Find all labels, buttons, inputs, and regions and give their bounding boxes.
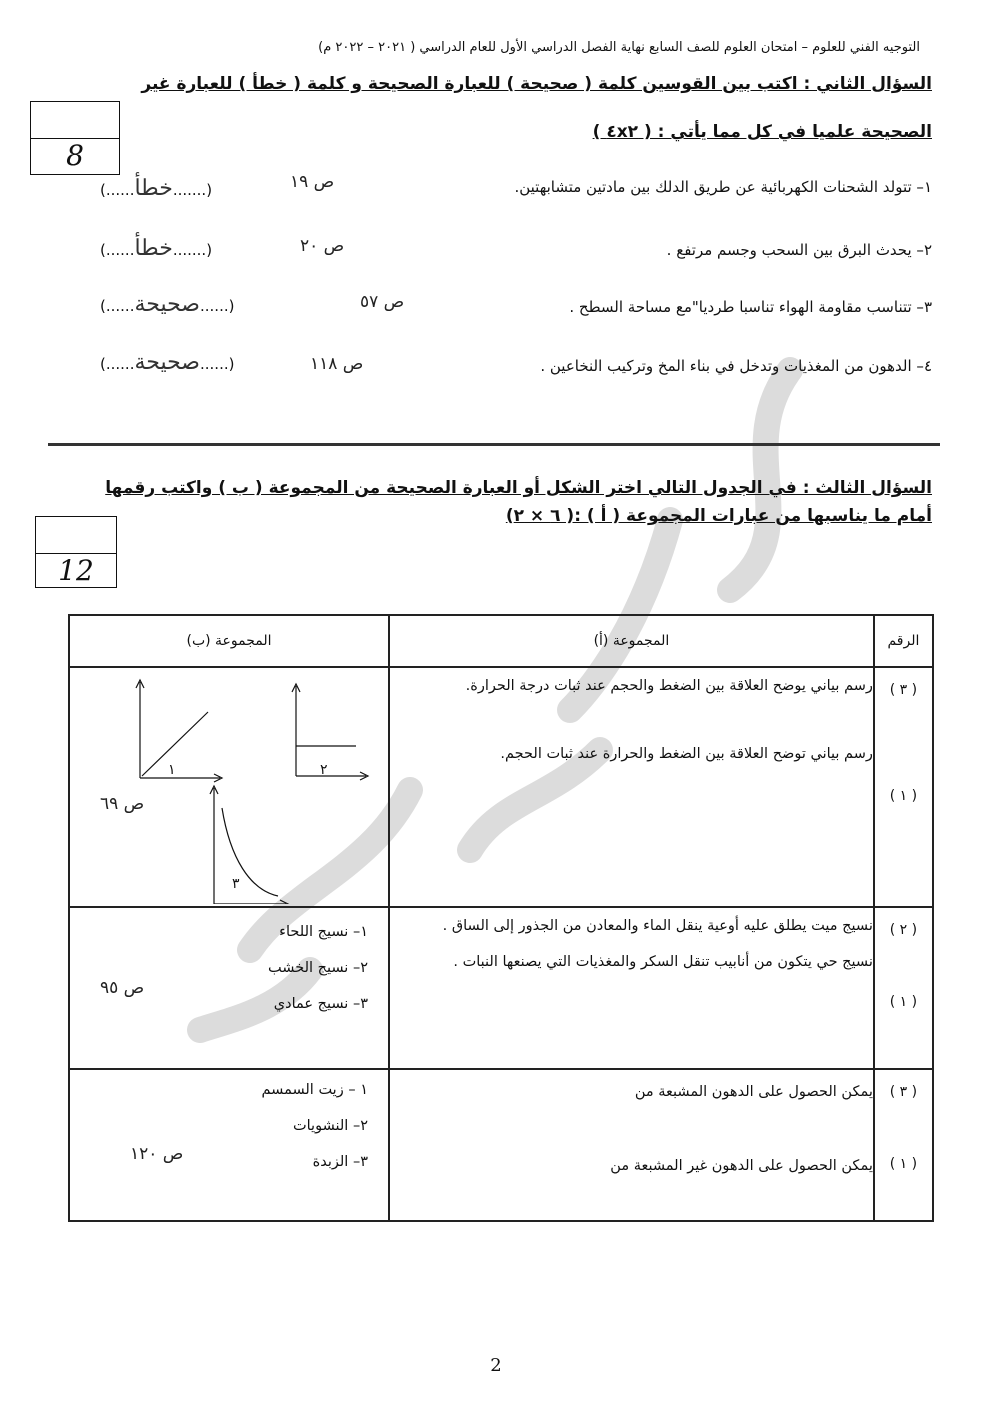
q2-item-3-text: ٣– تتناسب مقاومة الهواء تناسبا طرديا"مع مساحة السطح .: [569, 298, 932, 316]
row3-numbers: [874, 1069, 933, 1221]
exam-header: التوجيه الفني للعلوم – امتحان العلوم للصف السابع نهاية الفصل الدراسي الأول للعام الدراسي ( ٢٠٢١ – ٢٠٢٢ م): [318, 40, 920, 55]
q2-item-1-text: ١– تتولد الشحنات الكهربائية عن طريق الدلك بين مادتين متشابهتين.: [514, 178, 932, 196]
graph-1-linear-line: [136, 680, 222, 782]
q3-title-line2: أمام ما يناسبها من عبارات المجموعة ( أ ) :( ٦ × ٢): [505, 506, 932, 526]
q2-item-4-text: ٤– الدهون من المغذيات وتدخل في بناء المخ وتركيب النخاعين .: [540, 357, 932, 375]
row3-a-item-2: يمكن الحصول على الدهون غير المشبعة من: [610, 1158, 873, 1174]
table-row: [69, 907, 933, 1069]
header-number: الرقم: [874, 615, 933, 667]
graph-3-label: ٣: [232, 876, 240, 892]
page-number: 2: [490, 1355, 502, 1376]
row3-group-b: [69, 1069, 389, 1221]
q2-item-4-page: ص ١١٨: [310, 354, 364, 374]
matching-table: [68, 614, 934, 1222]
row1-page-ref: ص ٦٩: [100, 794, 145, 814]
q2-item-2-answer: (......خطأ.......): [100, 236, 213, 261]
graph-2-label: ٢: [320, 762, 328, 778]
table-row: [69, 667, 933, 907]
row3-page-ref: ص ١٢٠: [130, 1144, 184, 1164]
q2-title-line1: السؤال الثاني : اكتب بين القوسين كلمة ( صحيحة ) للعبارة الصحيحة و كلمة ( خطأ ) للعبارة غير: [141, 74, 932, 94]
q2-score-box-top: [31, 102, 119, 139]
q3-score-box-top: [36, 517, 116, 554]
row3-a-item-1: يمكن الحصول على الدهون المشبعة من: [634, 1084, 873, 1100]
q2-title-line2: الصحيحة علميا في كل مما يأتي : ( ٤x٢ ): [592, 122, 932, 142]
graph-2-constant-line: [292, 684, 368, 780]
q2-item-2-text: ٢– يحدث البرق بين السحب وجسم مرتفع .: [666, 241, 932, 259]
row2-a-item-2: نسيج حي يتكون من أنابيب تنقل السكر والمغذيات التي يصنعها النبات .: [453, 954, 873, 970]
row2-b-item-1: ١– نسيج اللحاء: [279, 924, 368, 940]
row3-num-2: ( ١ ): [889, 1156, 918, 1172]
q2-item-1-page: ص ١٩: [290, 172, 335, 192]
row1-group-a: [389, 667, 874, 907]
section-divider: [48, 443, 940, 446]
q2-item-2-answer-value: خطأ: [134, 236, 173, 261]
row3-b-item-2: ٢– النشويات: [292, 1118, 368, 1134]
graphs-figure: [70, 668, 388, 904]
q2-item-1-answer: (......خطأ.......): [100, 176, 213, 201]
row2-group-b: [69, 907, 389, 1069]
q3-title-line1: السؤال الثالث : في الجدول التالي اختر الشكل أو العبارة الصحيحة من المجموعة ( ب ) واكتب رقمها: [105, 478, 932, 498]
table-row: [69, 1069, 933, 1221]
row2-num-1: ( ٢ ): [889, 922, 918, 938]
table-header-row: [69, 615, 933, 667]
q2-item-3-page: ص ٥٧: [360, 292, 405, 312]
q2-item-1-answer-value: خطأ: [134, 176, 173, 201]
row1-numbers: [874, 667, 933, 907]
q2-item-3-answer-value: صحيحة: [134, 292, 200, 317]
row1-num-1: ( ٣ ): [889, 682, 918, 698]
q2-score: 8: [66, 139, 84, 172]
row2-a-item-1: نسيج ميت يطلق عليه أوعية ينقل الماء والمعادن من الجذور إلى الساق .: [442, 918, 873, 934]
row2-num-2: ( ١ ): [889, 994, 918, 1010]
row3-b-item-1: ١ – زيت السمسم: [261, 1082, 368, 1098]
q2-item-4-answer-value: صحيحة: [134, 350, 200, 375]
row2-page-ref: ص ٩٥: [100, 978, 145, 998]
row3-group-a: [389, 1069, 874, 1221]
row2-b-item-2: ٢– نسيج الخشب: [268, 960, 368, 976]
row3-num-1: ( ٣ ): [889, 1084, 918, 1100]
q2-score-box: [30, 101, 120, 175]
row2-b-item-3: ٣– نسيج عمادي: [273, 996, 368, 1012]
row1-group-b: [69, 667, 389, 907]
q2-item-3-answer: (......صحيحة......): [100, 292, 235, 317]
row2-group-a: [389, 907, 874, 1069]
row2-numbers: [874, 907, 933, 1069]
row3-b-item-3: ٣– الزبدة: [312, 1154, 368, 1170]
row1-a-item-1: رسم بياني يوضح العلاقة بين الضغط والحجم عند ثبات درجة الحرارة.: [465, 678, 873, 694]
graph-3-inverse-curve: [210, 786, 288, 904]
header-group-b: المجموعة (ب): [69, 615, 389, 667]
row1-a-item-2: رسم بياني توضح العلاقة بين الضغط والحرارة عند ثبات الحجم.: [500, 746, 873, 762]
q3-score: 12: [58, 554, 94, 587]
header-group-a: المجموعة (أ): [389, 615, 874, 667]
q2-item-4-answer: (......صحيحة......): [100, 350, 235, 375]
q2-item-2-page: ص ٢٠: [300, 236, 345, 256]
graph-1-label: ١: [168, 762, 176, 778]
row1-num-2: ( ١ ): [889, 788, 918, 804]
q3-score-box: [35, 516, 117, 588]
